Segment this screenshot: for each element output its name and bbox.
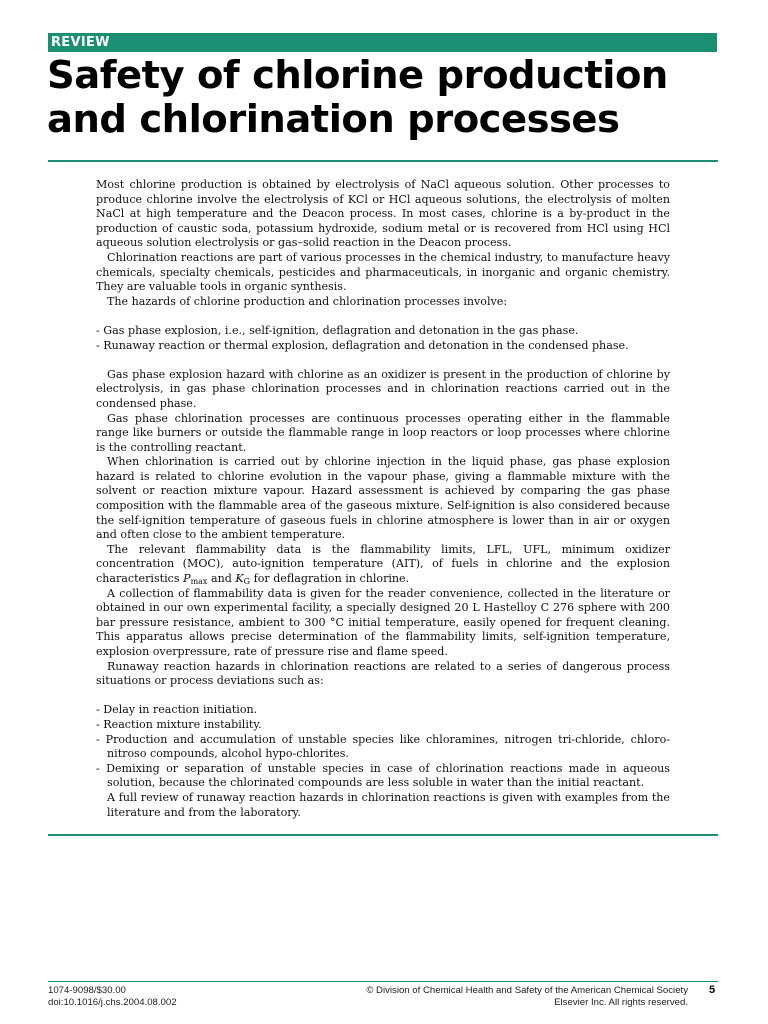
abstract-divider xyxy=(48,834,718,836)
list-continuation xyxy=(96,791,670,820)
article-title: Safety of chlorine production and chlorination processes xyxy=(47,53,668,142)
price-code: 1074-9098/$30.00 xyxy=(48,985,126,996)
publisher: Elsevier Inc. All rights reserved. xyxy=(554,997,688,1008)
abstract xyxy=(96,178,670,835)
text-run: and xyxy=(207,572,236,586)
list-item: - Runaway reaction or thermal explosion, deflagration and detonation in the condensed phase. xyxy=(96,338,629,352)
list-item: - Reaction mixture instability. xyxy=(96,717,262,731)
list-item: - Gas phase explosion, i.e., self-ignition, deflagration and detonation in the gas phase. xyxy=(96,323,579,337)
pmax-subscript: max xyxy=(190,577,208,587)
abstract-paragraph: Runaway reaction hazards in chlorination reactions are related to a series of dangerous process situations or process deviations such as: xyxy=(96,659,670,688)
abstract-paragraph: Most chlorine production is obtained by electrolysis of NaCl aqueous solution. Other processes to produce chlorine involve the electrolysis of KCl or HCl aqueous solutions, the electrolysis of molten NaCl at high temperature and the Deacon process. In most cases, chlorine is a by-product in the production of caustic soda, potassium hydroxide, sodium metal or is recovered from HCl using HCl aqueous solution electrolysis or gas–solid reaction in the Deacon process. xyxy=(96,178,670,250)
section-banner xyxy=(48,33,717,52)
footer-left xyxy=(48,985,177,1009)
kg-symbol: K xyxy=(235,572,244,586)
footer-right xyxy=(366,985,688,1009)
text-run: The relevant flammability data is the flammability limits, LFL, UFL, minimum oxidizer concentration (MOC), auto-ignition temperature (AIT), of fuels in chlorine and the explosion characteristics xyxy=(96,542,670,586)
pmax-symbol: P xyxy=(183,572,191,586)
abstract-paragraph: The hazards of chlorine production and chlorination processes involve: xyxy=(107,294,508,308)
abstract-paragraph: A collection of flammability data is given for the reader convenience, collected in the literature or obtained in our own experimental facility, a specially designed 20 L Hastelloy C 276 sphere with 200 bar pressure resistance, ambient to 300 °C initial temperature, easily opened for frequent cleaning. This apparatus allows precise determination of the flammability limits, self-ignition temperature, explosion overpressure, rate of pressure rise and flame speed. xyxy=(96,586,670,658)
list-item: - Demixing or separation of unstable species in case of chlorination reactions made in aqueous solution, because the chlorinated compounds are less soluble in water than the initial reactant. xyxy=(96,761,670,790)
abstract-paragraph: Chlorination reactions are part of various processes in the chemical industry, to manufacture heavy chemicals, specialty chemicals, pesticides and pharmaceuticals, in inorganic and organic chemistry. They are valuable tools in organic synthesis. xyxy=(96,250,670,294)
hazard-list xyxy=(96,324,670,353)
doi: doi:10.1016/j.chs.2004.08.002 xyxy=(48,997,177,1008)
kg-subscript: G xyxy=(243,577,251,587)
list-item: - Production and accumulation of unstable species like chloramines, nitrogen tri-chloride, chloro-nitroso compounds, alcohol hypo-chlorites. xyxy=(96,732,670,761)
copyright: © Division of Chemical Health and Safety of the American Chemical Society xyxy=(366,985,688,996)
page-number: 5 xyxy=(709,984,716,996)
text-run: for deflagration in chlorine. xyxy=(250,572,410,586)
footer-divider xyxy=(48,981,718,982)
deviation-list xyxy=(96,703,670,820)
abstract-paragraph: Gas phase chlorination processes are continuous processes operating either in the flammable range like burners or outside the flammable range in loop reactors or loop processes where chlorine is the controlling reactant. xyxy=(96,411,670,454)
title-divider xyxy=(48,160,718,162)
abstract-paragraph: A full review of runaway reaction hazards in chlorination reactions is given with examples from the literature and from the laboratory. xyxy=(107,790,670,819)
abstract-paragraph: When chlorination is carried out by chlorine injection in the liquid phase, gas phase explosion hazard is related to chlorine evolution in the vapour phase, giving a flammable mixture with the solvent or reaction mixture vapour. Hazard assessment is achieved by comparing the gas phase composition with the flammable area of the gaseous mixture. Self-ignition is also considered because the self-ignition temperature of gaseous fuels in chlorine atmosphere is lower than in air or oxygen and often close to the ambient temperature. xyxy=(96,455,670,542)
abstract-paragraph: Gas phase explosion hazard with chlorine as an oxidizer is present in the production of chlorine by electrolysis, in gas phase chlorination processes and in chlorination reactions carried out in the condensed phase. xyxy=(96,367,670,410)
list-item: - Delay in reaction initiation. xyxy=(96,703,258,717)
section-label: REVIEW xyxy=(51,35,110,50)
abstract-paragraph xyxy=(96,543,670,587)
